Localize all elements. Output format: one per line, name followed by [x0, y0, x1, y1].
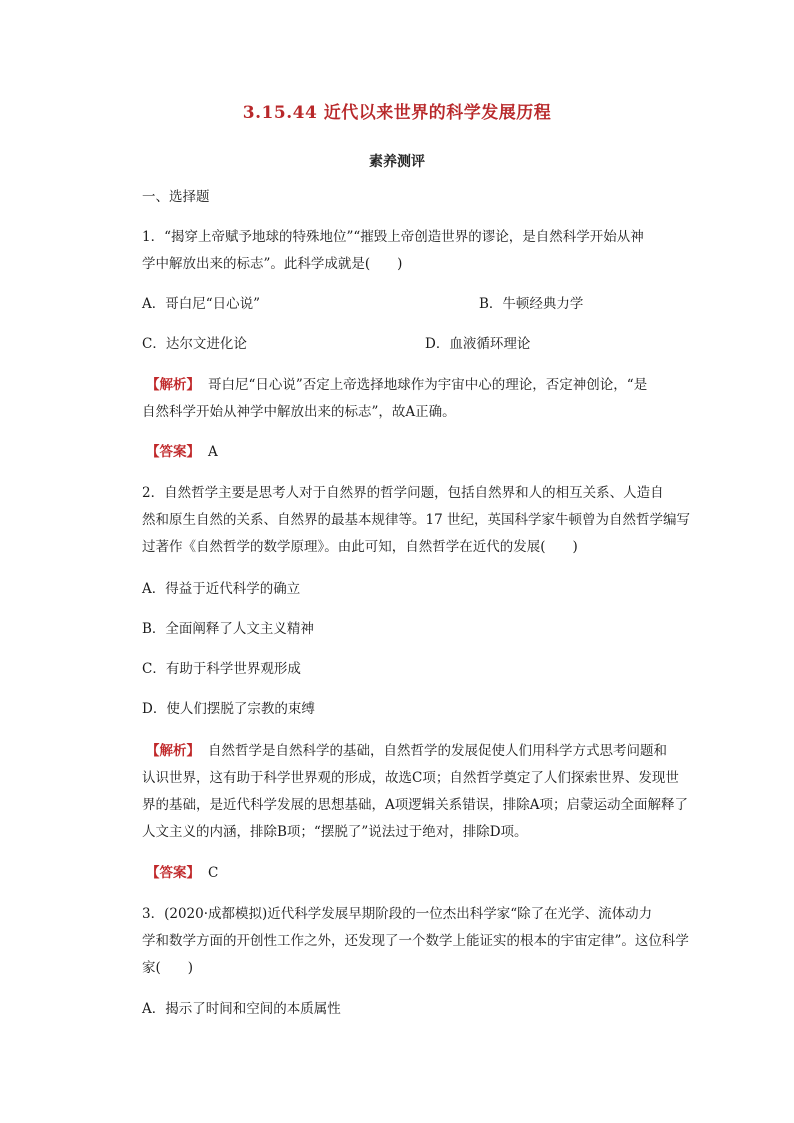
answer-value: C [208, 865, 219, 881]
option-a: A．得益于近代科学的确立 [142, 581, 301, 597]
option-c: C．有助于科学世界观形成 [142, 661, 301, 677]
analysis-text: 哥白尼“日心说”否定上帝选择地球作为宇宙中心的理论，否定神创论，“是 [208, 377, 648, 393]
option-row [142, 291, 654, 318]
analysis-line: 认识世界，这有助于科学世界观的形成，故选C项；自然哲学奠定了人们探索世界、发现世 [142, 770, 679, 786]
question-stem-line: 学中解放出来的标志”。此科学成就是( ) [142, 256, 403, 272]
analysis-line: 界的基础，是近代科学发展的思想基础，A项逻辑关系错误，排除A项；启蒙运动全面解释了 [142, 797, 688, 813]
option-a: A．揭示了时间和空间的本质属性 [142, 1001, 341, 1017]
question-stem-line: 2．自然哲学主要是思考人对于自然界的哲学问题，包括自然界和人的相互关系、人造自 [142, 485, 664, 501]
answer-label: 【答案】 [146, 444, 200, 460]
section-heading: 素养测评 [369, 154, 425, 170]
question-stem-line: 3．(2020·成都模拟)近代科学发展早期阶段的一位杰出科学家“除了在光学、流体动力 [142, 906, 653, 922]
option-d: D．血液循环理论 [425, 336, 531, 352]
question-stem-line: 1．“揭穿上帝赋予地球的特殊地位”“摧毁上帝创造世界的谬论，是自然科学开始从神 [142, 229, 644, 245]
option-b: B．全面阐释了人文主义精神 [142, 621, 314, 637]
answer-line [146, 439, 658, 466]
question-stem-line: 学和数学方面的开创性工作之外，还发现了一个数学上能证实的根本的宇宙定律”。这位科学 [142, 933, 689, 949]
analysis-line [146, 738, 667, 765]
analysis-label: 【解析】 [146, 377, 200, 393]
option-row [142, 331, 654, 358]
option-d: D．使人们摆脱了宗教的束缚 [142, 701, 315, 717]
question-stem-line: 过著作《自然哲学的数学原理》。由此可知，自然哲学在近代的发展( ) [142, 539, 578, 555]
part-heading: 一、选择题 [142, 189, 210, 205]
answer-value: A [208, 444, 218, 460]
option-a: A．哥白尼“日心说” [142, 296, 261, 312]
answer-label: 【答案】 [146, 865, 200, 881]
question-stem-line: 家( ) [142, 960, 194, 976]
analysis-text: 自然哲学是自然科学的基础，自然哲学的发展促使人们用科学方式思考问题和 [208, 743, 667, 759]
analysis-label: 【解析】 [146, 743, 200, 759]
analysis-line: 自然科学开始从神学中解放出来的标志”，故A正确。 [142, 404, 456, 420]
question-stem-line: 然和原生自然的关系、自然界的最基本规律等。17 世纪，英国科学家牛顿曾为自然哲学编写 [142, 512, 690, 528]
answer-line [146, 860, 658, 887]
document-title: 3.15.44 近代以来世界的科学发展历程 [242, 103, 552, 123]
option-b: B．牛顿经典力学 [479, 296, 584, 312]
analysis-line: 人文主义的内涵，排除B项；“摆脱了”说法过于绝对，排除D项。 [142, 824, 528, 840]
option-c: C．达尔文进化论 [142, 336, 247, 352]
analysis-line [146, 372, 658, 399]
